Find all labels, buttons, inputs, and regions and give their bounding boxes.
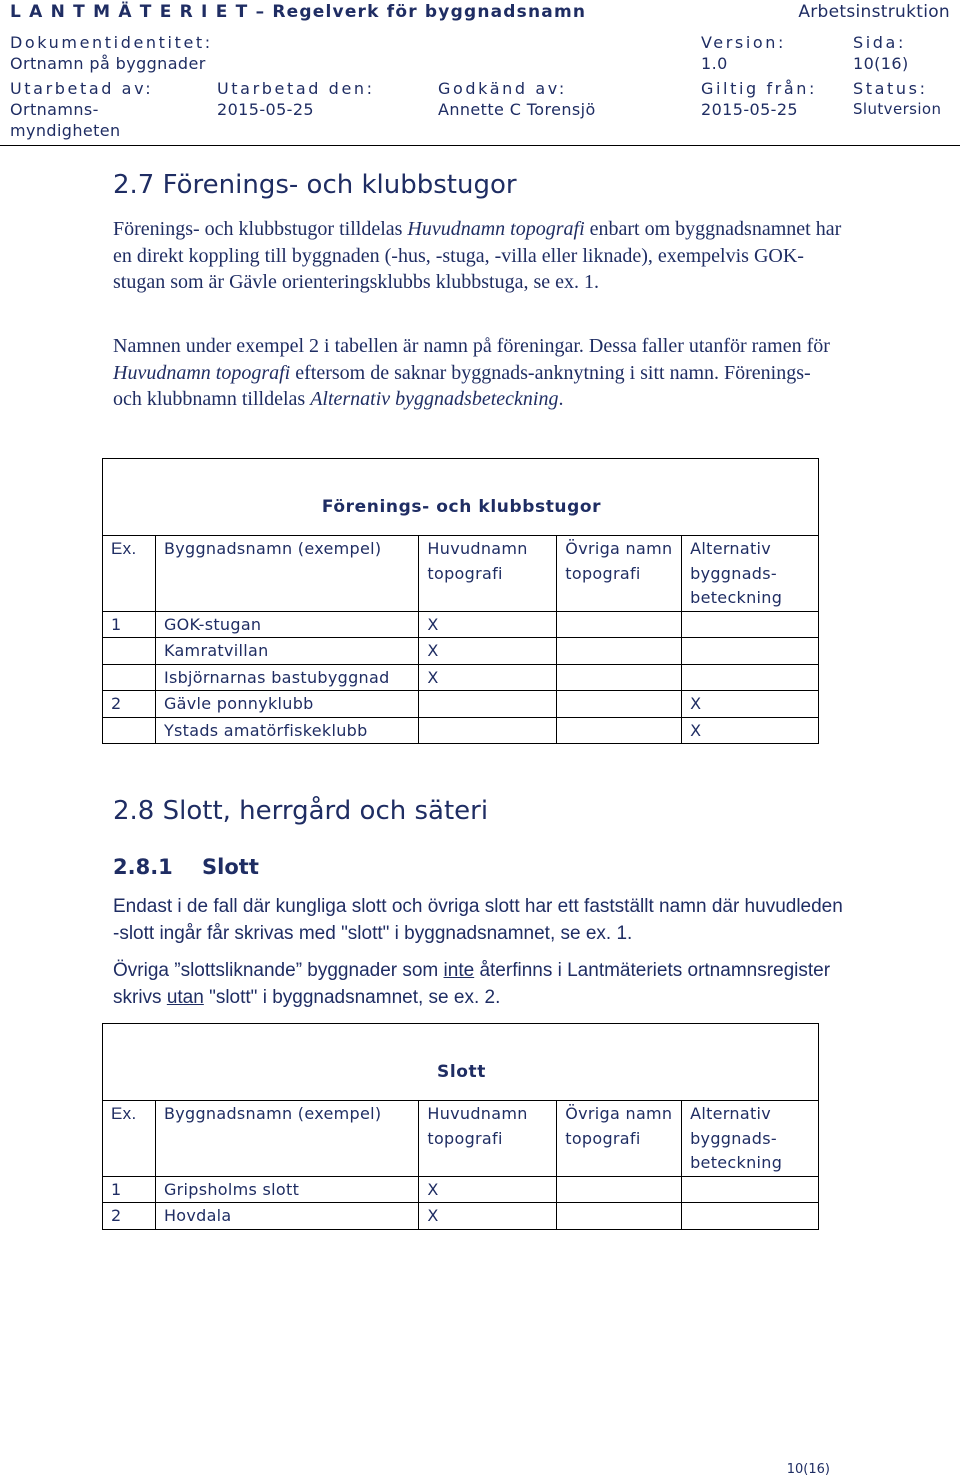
valid-value: 2015-05-25 xyxy=(701,100,798,119)
cell-alternativ: X xyxy=(682,717,819,744)
date-value: 2015-05-25 xyxy=(217,100,314,119)
page-block xyxy=(853,32,909,74)
header-alternativ: Alternativ byggnads-beteckning xyxy=(682,536,819,612)
status-label: Status: xyxy=(853,79,928,98)
page-value: 10(16) xyxy=(853,54,909,73)
section-2-8-1-paragraph-2 xyxy=(113,958,843,1011)
text-run: . xyxy=(558,388,564,410)
header-huvudnamn: Huvudnamn topografi xyxy=(419,1101,557,1177)
italic-term: Alternativ byggnadsbeteckning xyxy=(310,388,559,410)
text-run: återfinns i Lantmäteriets ortnamnsregister skrivs xyxy=(113,960,831,1008)
approved-label: Godkänd av: xyxy=(438,79,567,98)
cell-ex: 2 xyxy=(103,1203,156,1230)
table-slott xyxy=(102,1023,819,1230)
cell-huvudnamn: X xyxy=(419,638,557,665)
cell-ovriga xyxy=(557,611,682,638)
document-header xyxy=(10,2,950,24)
cell-name: Ystads amatörfiskeklubb xyxy=(155,717,418,744)
doc-id-label: Dokumentidentitet: xyxy=(10,33,213,52)
table-caption: Förenings- och klubbstugor xyxy=(103,459,819,536)
cell-ex xyxy=(103,638,156,665)
text-run: eftersom de saknar byggnads-anknytning i sitt namn. Förenings- och klubbnamn tilldelas xyxy=(113,361,811,410)
org-name: L A N T M Ä T E R I E T xyxy=(10,2,249,22)
version-block xyxy=(701,32,786,74)
header-alternativ: Alternativ byggnads-beteckning xyxy=(682,1101,819,1177)
header-ovriga-namn: Övriga namn topografi xyxy=(557,536,682,612)
cell-huvudnamn xyxy=(419,691,557,718)
version-label: Version: xyxy=(701,33,787,52)
doc-id-block xyxy=(10,32,213,74)
underlined-word: inte xyxy=(443,960,475,981)
date-block xyxy=(217,78,375,120)
cell-alternativ xyxy=(682,611,819,638)
status-block xyxy=(853,78,941,120)
author-label: Utarbetad av: xyxy=(10,79,154,98)
cell-ex: 1 xyxy=(103,611,156,638)
header-title xyxy=(10,2,586,22)
section-2-8-1-heading: 2.8.1 Slott xyxy=(113,855,259,879)
cell-name: Gripsholms slott xyxy=(155,1176,418,1203)
cell-huvudnamn xyxy=(419,717,557,744)
valid-label: Giltig från: xyxy=(701,79,817,98)
page-label: Sida: xyxy=(853,33,906,52)
cell-ovriga xyxy=(557,664,682,691)
text-run: Övriga ”slottsliknande” byggnader som xyxy=(113,960,444,981)
doc-id-value: Ortnamn på byggnader xyxy=(10,54,206,73)
table-caption: Slott xyxy=(103,1024,819,1101)
doc-title: Regelverk för byggnadsnamn xyxy=(272,2,587,22)
cell-alternativ xyxy=(682,664,819,691)
valid-block xyxy=(701,78,817,120)
cell-alternativ: X xyxy=(682,691,819,718)
italic-term: Huvudnamn topografi xyxy=(113,361,291,384)
cell-alternativ xyxy=(682,638,819,665)
cell-ex: 1 xyxy=(103,1176,156,1203)
table-row xyxy=(103,611,819,638)
author-value-line1: Ortnamns- xyxy=(10,100,99,119)
text-run: enbart om byggnadsnamnet har en direkt koppling till byggnaden (-hus, -stuga, -villa eller liknade), exempelvis GOK-stugan som är Gävle orienteringsklubbs klubbstuga, se ex. 1. xyxy=(113,218,842,293)
table-row xyxy=(103,664,819,691)
table-caption-row xyxy=(103,1024,819,1101)
cell-ovriga xyxy=(557,717,682,744)
table-row xyxy=(103,638,819,665)
table-row xyxy=(103,1176,819,1203)
cell-name: GOK-stugan xyxy=(155,611,418,638)
section-2-8-1-paragraph-1: Endast i de fall där kungliga slott och övriga slott har ett fastställt namn där huvudleden -slott ingår får skrivas med "slott" i byggnadsnamnet, se ex. 1. xyxy=(113,896,843,944)
text-run: "slott" i byggnadsnamnet, se ex. 2. xyxy=(203,986,501,1008)
date-label: Utarbetad den: xyxy=(217,79,375,98)
cell-ex xyxy=(103,664,156,691)
underlined-word: utan xyxy=(166,986,204,1008)
table-row xyxy=(103,691,819,718)
section-2-7-paragraph-2 xyxy=(113,333,843,413)
cell-huvudnamn: X xyxy=(419,1176,557,1203)
approved-block xyxy=(438,78,596,120)
header-ex: Ex. xyxy=(103,1101,156,1177)
cell-name: Hovdala xyxy=(155,1203,418,1230)
cell-ovriga xyxy=(557,638,682,665)
cell-name: Gävle ponnyklubb xyxy=(155,691,418,718)
header-byggnadsnamn: Byggnadsnamn (exempel) xyxy=(155,536,418,612)
cell-ex xyxy=(103,717,156,744)
cell-ovriga xyxy=(557,691,682,718)
section-2-7-paragraph-1 xyxy=(113,216,843,296)
cell-ex: 2 xyxy=(103,691,156,718)
footer-page-number: 10(16) xyxy=(786,1462,830,1477)
header-divider xyxy=(0,145,960,146)
author-value-line2: myndigheten xyxy=(10,121,121,140)
cell-ovriga xyxy=(557,1176,682,1203)
table-forenings-klubbstugor xyxy=(102,458,819,744)
cell-huvudnamn: X xyxy=(419,664,557,691)
cell-huvudnamn: X xyxy=(419,611,557,638)
table-row xyxy=(103,1203,819,1230)
status-value: Slutversion xyxy=(853,100,942,118)
doc-type: Arbetsinstruktion xyxy=(798,2,950,22)
text-run: Förenings- och klubbstugor tilldelas xyxy=(113,218,408,240)
header-ex: Ex. xyxy=(103,536,156,612)
cell-name: Kamratvillan xyxy=(155,638,418,665)
approved-value: Annette C Torensjö xyxy=(438,100,596,119)
section-2-7-heading: 2.7 Förenings- och klubbstugor xyxy=(113,170,517,200)
text-run: Namnen under exempel 2 i tabellen är namn på föreningar. Dessa faller utanför ramen för xyxy=(113,335,830,357)
cell-alternativ xyxy=(682,1203,819,1230)
author-block xyxy=(10,78,153,141)
header-ovriga-namn: Övriga namn topografi xyxy=(557,1101,682,1177)
italic-term: Huvudnamn topografi xyxy=(407,218,585,240)
cell-name: Isbjörnarnas bastubyggnad xyxy=(155,664,418,691)
table-header-row xyxy=(103,1101,819,1177)
table-row xyxy=(103,717,819,744)
header-byggnadsnamn: Byggnadsnamn (exempel) xyxy=(155,1101,418,1177)
table-header-row xyxy=(103,536,819,612)
title-dash: – xyxy=(255,2,266,22)
version-value: 1.0 xyxy=(701,54,728,73)
header-huvudnamn: Huvudnamn topografi xyxy=(419,536,557,612)
cell-alternativ xyxy=(682,1176,819,1203)
section-2-8-heading: 2.8 Slott, herrgård och säteri xyxy=(113,796,489,826)
table-caption-row xyxy=(103,459,819,536)
cell-huvudnamn: X xyxy=(419,1203,557,1230)
cell-ovriga xyxy=(557,1203,682,1230)
